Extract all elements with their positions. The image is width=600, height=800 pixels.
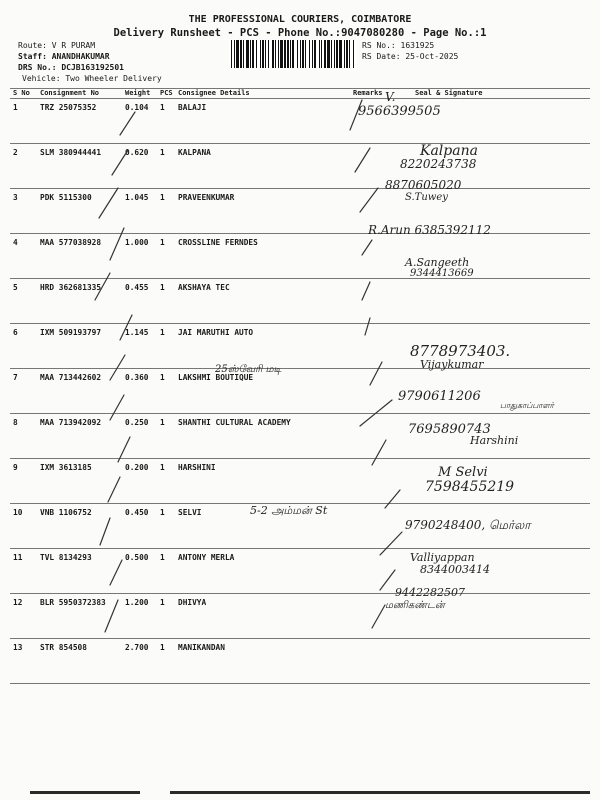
- barcode-bar: [262, 40, 264, 68]
- row-consignment: MAA 713442602: [37, 369, 122, 414]
- row-remarks: [350, 639, 412, 684]
- row-consignment: HRD 362681335: [37, 279, 122, 324]
- handwritten-signature: 9790611206: [398, 389, 481, 404]
- table-row: [10, 594, 590, 639]
- barcode-bar: [336, 40, 338, 68]
- barcode-bar: [272, 40, 274, 68]
- barcode-bar: [268, 40, 269, 68]
- row-consignment: VNB 1106752: [37, 504, 122, 549]
- row-pcs: 1: [157, 99, 175, 144]
- bottom-edge-mark: [30, 791, 140, 794]
- col-signature: Seal & Signature: [412, 89, 590, 99]
- row-weight: 0.200: [122, 459, 157, 504]
- row-weight: 0.250: [122, 414, 157, 459]
- rs-number: RS No.: 1631925: [362, 41, 435, 50]
- staff-text: Staff: ANANDHAKUMAR: [18, 52, 110, 61]
- row-consignee: AKSHAYA TEC: [175, 279, 350, 324]
- table-row: [10, 279, 590, 324]
- row-sno: 13: [10, 639, 37, 684]
- row-remarks: [350, 414, 412, 459]
- barcode-bar: [324, 40, 326, 68]
- barcode-bar: [234, 40, 235, 68]
- row-weight: 1.200: [122, 594, 157, 639]
- runsheet-table: [10, 88, 590, 684]
- handwritten-signature: 8220243738: [400, 157, 477, 171]
- col-pcs: PCS: [157, 89, 175, 99]
- row-weight: 1.145: [122, 324, 157, 369]
- row-signature: [412, 279, 590, 324]
- handwritten-signature: V.: [385, 90, 396, 104]
- barcode: [229, 40, 357, 68]
- row-weight: 2.700: [122, 639, 157, 684]
- barcode-bar: [290, 40, 291, 68]
- row-consignment: IXM 509193797: [37, 324, 122, 369]
- row-weight: 1.000: [122, 234, 157, 279]
- row-pcs: 1: [157, 414, 175, 459]
- runsheet-title: Delivery Runsheet - PCS - Phone No.:9047080280 - Page No.:1: [113, 27, 487, 39]
- row-sno: 1: [10, 99, 37, 144]
- row-consignment: IXM 3613185: [37, 459, 122, 504]
- route-text: Route: V R PURAM: [18, 41, 96, 50]
- col-remarks: Remarks: [350, 89, 412, 99]
- row-pcs: 1: [157, 549, 175, 594]
- row-consignment: SLM 380944441: [37, 144, 122, 189]
- handwritten-signature: M Selvi: [438, 465, 488, 480]
- barcode-bar: [275, 40, 276, 68]
- col-consignment: Consignment No: [37, 89, 122, 99]
- row-weight: 0.360: [122, 369, 157, 414]
- rs-date: RS Date: 25-Oct-2025: [362, 52, 459, 61]
- row-sno: 7: [10, 369, 37, 414]
- row-consignment: TRZ 25075352: [37, 99, 122, 144]
- row-sno: 6: [10, 324, 37, 369]
- row-weight: 0.450: [122, 504, 157, 549]
- barcode-bar: [287, 40, 289, 68]
- barcode-bar: [314, 40, 316, 68]
- handwritten-signature: 8344003414: [420, 563, 490, 576]
- row-signature: [412, 639, 590, 684]
- table-row: [10, 189, 590, 234]
- handwritten-signature: A.Sangeeth: [405, 256, 470, 269]
- barcode-bar: [243, 40, 244, 68]
- row-pcs: 1: [157, 504, 175, 549]
- row-consignee: PRAVEENKUMAR: [175, 189, 350, 234]
- barcode-bar: [236, 40, 239, 68]
- row-consignment: BLR 5950372383: [37, 594, 122, 639]
- row-pcs: 1: [157, 279, 175, 324]
- col-sno: S No: [10, 89, 37, 99]
- row-pcs: 1: [157, 324, 175, 369]
- handwritten-signature: S.Tuwey: [405, 192, 448, 203]
- table-row: [10, 144, 590, 189]
- row-consignment: MAA 577038928: [37, 234, 122, 279]
- barcode-bar: [250, 40, 251, 68]
- row-consignee: SHANTHI CULTURAL ACADEMY: [175, 414, 350, 459]
- row-consignee: ANTONY MERLA: [175, 549, 350, 594]
- table-row: [10, 639, 590, 684]
- barcode-bar: [349, 40, 350, 68]
- company-title: THE PROFESSIONAL COURIERS, COIMBATORE: [188, 14, 412, 25]
- barcode-bar: [327, 40, 330, 68]
- row-consignee: KALPANA: [175, 144, 350, 189]
- drs-number: DRS No.: DCJB163192501: [18, 63, 124, 72]
- bottom-edge-mark: [170, 791, 590, 794]
- vehicle-text: Vehicle: Two Wheeler Delivery: [22, 74, 162, 83]
- row-consignee: LAKSHMI BOUTIQUE: [175, 369, 350, 414]
- row-weight: 0.455: [122, 279, 157, 324]
- barcode-bar: [297, 40, 298, 68]
- row-consignee: MANIKANDAN: [175, 639, 350, 684]
- barcode-bar: [302, 40, 304, 68]
- row-weight: 0.500: [122, 549, 157, 594]
- handwritten-signature: Harshini: [470, 434, 519, 447]
- row-weight: 0.104: [122, 99, 157, 144]
- row-remarks: [350, 279, 412, 324]
- row-consignment: MAA 713942092: [37, 414, 122, 459]
- row-consignment: STR 854508: [37, 639, 122, 684]
- row-remarks: [350, 504, 412, 549]
- row-sno: 4: [10, 234, 37, 279]
- handwritten-signature: 9566399505: [358, 104, 441, 119]
- handwritten-signature: Kalpana: [420, 143, 478, 159]
- barcode-bar: [319, 40, 320, 68]
- handwritten-signature: Valliyappan: [410, 551, 475, 564]
- col-consignee: Consignee Details: [175, 89, 350, 99]
- barcode-bar: [339, 40, 342, 68]
- row-sno: 9: [10, 459, 37, 504]
- barcode-bar: [240, 40, 242, 68]
- handwritten-note: 5-2 அம்மன் St: [250, 504, 328, 517]
- barcode-bar: [252, 40, 254, 68]
- barcode-bar: [256, 40, 257, 68]
- row-sno: 11: [10, 549, 37, 594]
- table-row: [10, 549, 590, 594]
- row-sno: 5: [10, 279, 37, 324]
- barcode-bar: [344, 40, 345, 68]
- barcode-bar: [305, 40, 306, 68]
- row-consignee: BALAJI: [175, 99, 350, 144]
- row-weight: 1.045: [122, 189, 157, 234]
- handwritten-signature: 9344413669: [410, 268, 474, 279]
- row-sno: 10: [10, 504, 37, 549]
- barcode-bar: [231, 40, 232, 68]
- row-remarks: [350, 324, 412, 369]
- barcode-bar: [312, 40, 313, 68]
- row-sno: 8: [10, 414, 37, 459]
- row-consignee: HARSHINI: [175, 459, 350, 504]
- row-pcs: 1: [157, 369, 175, 414]
- barcode-bar: [265, 40, 266, 68]
- handwritten-signature: Vijaykumar: [420, 358, 484, 371]
- row-consignee: JAI MARUTHI AUTO: [175, 324, 350, 369]
- row-consignee: SELVI: [175, 504, 350, 549]
- row-consignee: DHIVYA: [175, 594, 350, 639]
- handwritten-signature: 8778973403.: [410, 342, 511, 360]
- handwritten-signature: 7695890743: [408, 422, 491, 437]
- row-pcs: 1: [157, 594, 175, 639]
- handwritten-note: 25ஸ்வேரி மடி: [215, 364, 282, 375]
- row-pcs: 1: [157, 459, 175, 504]
- handwritten-signature: R.Arun 6385392112: [368, 223, 491, 237]
- row-consignment: PDK 5115300: [37, 189, 122, 234]
- handwritten-signature: மணிகண்டன்: [385, 600, 445, 611]
- barcode-bar: [278, 40, 279, 68]
- row-remarks: [350, 459, 412, 504]
- row-pcs: 1: [157, 639, 175, 684]
- row-pcs: 1: [157, 189, 175, 234]
- table-row: [10, 234, 590, 279]
- barcode-bar: [353, 40, 354, 68]
- row-sno: 2: [10, 144, 37, 189]
- barcode-bar: [280, 40, 283, 68]
- row-sno: 12: [10, 594, 37, 639]
- barcode-bar: [300, 40, 301, 68]
- col-weight: Weight: [122, 89, 157, 99]
- handwritten-signature: 9442282507: [395, 586, 465, 599]
- barcode-bar: [292, 40, 294, 68]
- row-consignment: TVL 8134293: [37, 549, 122, 594]
- handwritten-signature: பாதுகாப்பாளர்: [500, 401, 554, 410]
- row-remarks: [350, 234, 412, 279]
- barcode-bar: [334, 40, 335, 68]
- barcode-bar: [331, 40, 332, 68]
- row-consignee: CROSSLINE FERNDES: [175, 234, 350, 279]
- barcode-bar: [260, 40, 261, 68]
- table-header: [10, 89, 590, 99]
- barcode-bar: [346, 40, 348, 68]
- barcode-bar: [284, 40, 286, 68]
- table-row: [10, 99, 590, 144]
- row-pcs: 1: [157, 144, 175, 189]
- barcode-bar: [246, 40, 249, 68]
- barcode-bar: [321, 40, 322, 68]
- handwritten-signature: 9790248400, மெர்லா: [405, 518, 531, 532]
- handwritten-signature: 7598455219: [425, 479, 515, 495]
- row-sno: 3: [10, 189, 37, 234]
- row-pcs: 1: [157, 234, 175, 279]
- row-weight: 0.620: [122, 144, 157, 189]
- barcode-bar: [309, 40, 310, 68]
- handwritten-signature: 8870605020: [385, 178, 462, 192]
